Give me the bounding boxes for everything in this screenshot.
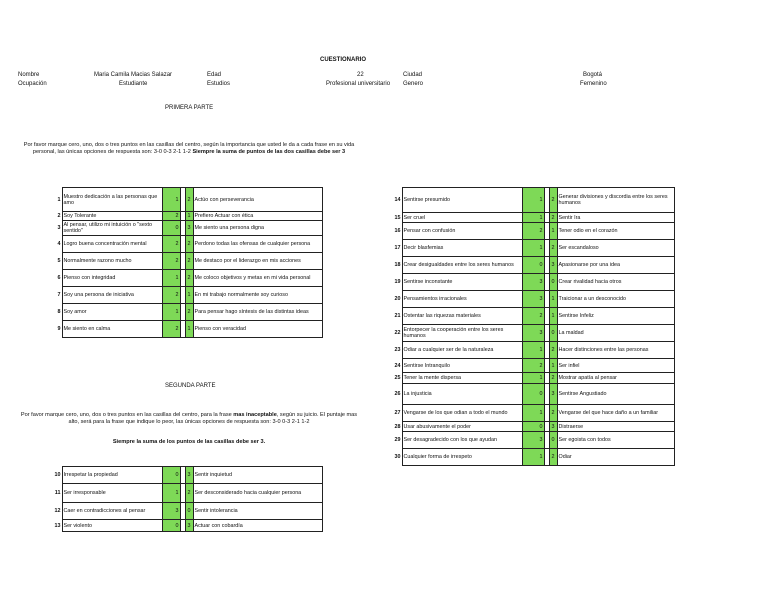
left-score-cell[interactable]: 1	[522, 188, 544, 213]
question-number: 20	[394, 296, 401, 302]
right-statement: Generar divisiones y discordia entre los seres humanos	[557, 188, 674, 213]
right-score-cell[interactable]: 2	[185, 304, 193, 321]
right-statement: Odiar	[557, 449, 674, 466]
question-number: 11	[54, 490, 61, 496]
right-score-cell[interactable]: 2	[549, 342, 557, 359]
question-row	[392, 223, 674, 240]
right-statement: Actuar con cobardía	[193, 520, 322, 532]
right-score-cell[interactable]: 0	[185, 503, 193, 520]
left-score-cell[interactable]: 1	[522, 449, 544, 466]
right-statement: Sentirse Infeliz	[557, 308, 674, 325]
question-number: 17	[394, 245, 401, 251]
left-score-cell[interactable]: 3	[522, 432, 544, 449]
left-statement: Entorpecer la cooperación entre los seres humanos	[402, 325, 522, 342]
question-number: 21	[394, 313, 401, 319]
right-statement: Me siento una persona digna	[193, 221, 322, 236]
left-score-cell[interactable]: 1	[522, 373, 544, 384]
left-score-cell[interactable]: 1	[522, 240, 544, 257]
question-number: 26	[394, 391, 401, 397]
ciudad-label: Ciudad	[403, 72, 423, 78]
left-score-cell[interactable]: 2	[522, 223, 544, 240]
question-row	[52, 236, 322, 253]
right-statement: Crear rivalidad hacia otros	[557, 274, 674, 291]
question-row	[52, 270, 322, 287]
left-score-cell[interactable]: 1	[522, 405, 544, 422]
left-statement: Muestro dedicación a las personas que amo	[62, 188, 162, 212]
question-number: 10	[54, 472, 61, 478]
part2-table-right	[392, 187, 675, 466]
question-number: 15	[394, 214, 401, 221]
ciudad-value: Bogotá	[583, 72, 603, 78]
nombre-label: Nombre	[18, 72, 40, 78]
left-score-cell[interactable]: 1	[522, 213, 544, 223]
left-statement: Sentirse Intranquilo	[402, 359, 522, 373]
right-score-cell[interactable]: 0	[549, 325, 557, 342]
nombre-value: Maria Camila Macias Salazar	[94, 72, 173, 78]
right-statement: Sentir intolerancia	[193, 503, 322, 520]
question-row	[392, 342, 674, 359]
right-statement: Tener odio en el corazón	[557, 223, 674, 240]
left-score-cell[interactable]: 1	[522, 342, 544, 359]
question-row	[392, 325, 674, 342]
question-row	[392, 274, 674, 291]
right-statement: Sentir inquietud	[193, 467, 322, 484]
right-statement: Ser desconsiderado hacia cualquier persona	[193, 484, 322, 503]
part1-table	[52, 187, 323, 338]
left-score-cell[interactable]: 1	[162, 188, 180, 212]
question-row	[52, 287, 322, 304]
right-statement: Para pensar hago síntesis de las distintas ideas	[193, 304, 322, 321]
genero-value: Femenino	[580, 81, 607, 87]
left-statement: Ser violento	[62, 520, 162, 532]
question-number: 12	[54, 508, 61, 514]
left-statement: Caer en contradicciones al pensar	[62, 503, 162, 520]
question-number: 16	[394, 228, 401, 234]
question-row	[392, 213, 674, 223]
left-score-cell[interactable]: 2	[162, 321, 180, 338]
right-score-cell[interactable]: 0	[549, 432, 557, 449]
question-number: 25	[394, 375, 401, 381]
right-score-cell[interactable]: 2	[185, 270, 193, 287]
right-score-cell[interactable]: 1	[549, 359, 557, 373]
question-row	[392, 422, 674, 432]
question-number: 13	[54, 522, 61, 529]
question-row	[392, 384, 674, 405]
question-number: 8	[57, 309, 61, 315]
question-number: 2	[57, 213, 61, 219]
left-score-cell[interactable]: 0	[522, 257, 544, 274]
page-title: CUESTIONARIO	[320, 57, 367, 63]
right-statement: Ser infiel	[557, 359, 674, 373]
left-score-cell[interactable]: 2	[162, 253, 180, 270]
left-statement: Usar abusivamente el poder	[402, 422, 522, 432]
left-statement: Al pensar, utilizo mi intuición o "sexto sentido"	[62, 221, 162, 236]
question-number: 7	[57, 292, 61, 298]
right-score-cell[interactable]: 2	[549, 240, 557, 257]
right-score-cell[interactable]: 1	[549, 223, 557, 240]
left-statement: Cualquier forma de irrespeto	[402, 449, 522, 466]
question-number: 23	[394, 347, 401, 353]
left-score-cell[interactable]: 3	[522, 325, 544, 342]
left-score-cell[interactable]: 1	[162, 304, 180, 321]
right-score-cell[interactable]: 2	[549, 188, 557, 213]
question-number: 24	[394, 362, 401, 369]
question-number: 27	[394, 410, 401, 416]
question-row	[52, 188, 322, 212]
right-statement: Vengarse del que hace daño a un familiar	[557, 405, 674, 422]
estudios-value: Profesional universitario	[326, 81, 391, 87]
left-score-cell[interactable]: 3	[162, 503, 180, 520]
question-number: 22	[394, 330, 401, 336]
left-statement: Pensar con confusión	[402, 223, 522, 240]
left-score-cell[interactable]: 2	[162, 236, 180, 253]
right-score-cell[interactable]: 2	[185, 253, 193, 270]
left-statement: Tener la mente dispersa	[402, 373, 522, 384]
right-score-cell[interactable]: 1	[185, 287, 193, 304]
question-row	[52, 321, 322, 338]
question-row	[392, 359, 674, 373]
right-score-cell[interactable]: 2	[549, 449, 557, 466]
question-row	[52, 467, 322, 484]
right-statement: Me destaco por el liderazgo en mis acciones	[193, 253, 322, 270]
question-row	[392, 188, 674, 213]
left-score-cell[interactable]: 2	[522, 359, 544, 373]
right-score-cell[interactable]: 1	[185, 212, 193, 221]
left-statement: Ostentar las riquezas materiales	[402, 308, 522, 325]
left-score-cell[interactable]: 2	[162, 287, 180, 304]
part1-heading: PRIMERA PARTE	[165, 105, 214, 111]
ocupacion-value: Estudiante	[119, 81, 148, 87]
part2-heading: SEGUNDA PARTE	[165, 383, 216, 389]
right-statement: Ser egoista con todos	[557, 432, 674, 449]
right-score-cell[interactable]: 3	[185, 467, 193, 484]
left-statement: Sentirse inconstante	[402, 274, 522, 291]
left-score-cell[interactable]: 0	[522, 422, 544, 432]
left-statement: Vengarse de los que odian a todo el mundo	[402, 405, 522, 422]
left-statement: La injusticia	[402, 384, 522, 405]
left-score-cell[interactable]: 2	[522, 308, 544, 325]
right-statement: Sentirse Angustiado	[557, 384, 674, 405]
right-statement: Mostrar apatía al pensar	[557, 373, 674, 384]
question-row	[392, 240, 674, 257]
left-statement: Ser irresponsable	[62, 484, 162, 503]
right-score-cell[interactable]: 3	[185, 520, 193, 532]
question-number: 5	[57, 258, 61, 264]
left-statement: Soy Tolerante	[62, 212, 162, 221]
left-statement: Odiar a cualquier ser de la naturaleza	[402, 342, 522, 359]
left-statement: Normalmente razono mucho	[62, 253, 162, 270]
right-score-cell[interactable]: 2	[185, 188, 193, 212]
right-statement: Pienso con veracidad	[193, 321, 322, 338]
right-score-cell[interactable]: 2	[549, 405, 557, 422]
question-number: 18	[394, 262, 401, 268]
estudios-label: Estudios	[207, 81, 231, 87]
question-row	[392, 257, 674, 274]
part2-instruction: Por favor marque cero, uno, dos o tres puntos en las casillas del centro, para la frase mas inaceptable, según su juicio. El puntaje mas alto, será para la frase que indique lo peor, las únicas opciones de respuesta son: 3-0 0-3 2-1 1-2	[20, 412, 358, 425]
left-statement: Ser desagradecido con los que ayudan	[402, 432, 522, 449]
question-row	[52, 212, 322, 221]
part2-instruction-sum: Siempre la suma de los puntos de las casillas debe ser 3.	[112, 439, 266, 445]
question-number: 30	[394, 454, 401, 460]
question-number: 4	[57, 241, 61, 247]
right-statement: La maldad	[557, 325, 674, 342]
question-number: 19	[394, 279, 401, 285]
right-score-cell[interactable]: 3	[549, 384, 557, 405]
question-number: 6	[57, 275, 61, 281]
left-score-cell[interactable]: 1	[162, 484, 180, 503]
edad-label: Edad	[207, 72, 222, 78]
question-row	[392, 373, 674, 384]
left-statement: Pienso con integridad	[62, 270, 162, 287]
right-score-cell[interactable]: 3	[185, 221, 193, 236]
question-row	[392, 291, 674, 308]
right-score-cell[interactable]: 1	[185, 321, 193, 338]
right-statement: Prefiero Actuar con ética	[193, 212, 322, 221]
right-score-cell[interactable]: 2	[185, 236, 193, 253]
question-row	[392, 449, 674, 466]
left-statement: Me siento en calma	[62, 321, 162, 338]
right-score-cell[interactable]: 2	[549, 213, 557, 223]
question-row	[52, 520, 322, 532]
part1-instruction: Por favor marque cero, uno, dos o tres puntos en las casillas del centro, según la importancia que usted le da a cada frase en su vida personal, las únicas opciones de respuesta son: 3-0 0-3 2-1 1-2 Siempre la suma de puntos de las dos casillas debe ser 3	[23, 142, 355, 155]
question-row	[392, 432, 674, 449]
right-score-cell[interactable]: 3	[549, 257, 557, 274]
left-score-cell[interactable]: 0	[162, 221, 180, 236]
question-number: 9	[57, 326, 61, 332]
left-statement: Ser cruel	[402, 213, 522, 223]
left-statement: Pensamientos irracionales	[402, 291, 522, 308]
right-statement: Actúo con perseverancia	[193, 188, 322, 212]
part2-table	[52, 466, 323, 532]
question-number: 14	[394, 197, 401, 203]
right-score-cell[interactable]: 2	[549, 373, 557, 384]
right-score-cell[interactable]: 0	[549, 274, 557, 291]
left-score-cell[interactable]: 2	[162, 212, 180, 221]
right-statement: Perdono todas las ofensas de cualquier persona	[193, 236, 322, 253]
right-statement: Sentir Ira	[557, 213, 674, 223]
left-statement: Irrespetar la propiedad	[62, 467, 162, 484]
question-row	[392, 405, 674, 422]
right-statement: Me coloco objetivos y metas en mi vida personal	[193, 270, 322, 287]
question-row	[52, 484, 322, 503]
right-score-cell[interactable]: 2	[185, 484, 193, 503]
left-statement: Soy una persona de iniciativa	[62, 287, 162, 304]
question-row	[52, 503, 322, 520]
question-number: 28	[394, 423, 401, 430]
question-row	[52, 221, 322, 236]
question-number: 1	[57, 196, 61, 203]
left-statement: Decir blasfemias	[402, 240, 522, 257]
left-statement: Logro buena concentración mental	[62, 236, 162, 253]
left-score-cell[interactable]: 0	[162, 467, 180, 484]
question-number: 3	[57, 225, 61, 231]
right-score-cell[interactable]: 1	[549, 291, 557, 308]
question-row	[392, 308, 674, 325]
left-score-cell[interactable]: 1	[162, 270, 180, 287]
right-statement: Hacer distinciones entre las personas	[557, 342, 674, 359]
right-score-cell[interactable]: 3	[549, 422, 557, 432]
edad-value: 22	[357, 72, 364, 78]
right-statement: Traicionar a un desconocido	[557, 291, 674, 308]
right-statement: Distraerse	[557, 422, 674, 432]
ocupacion-label: Ocupación	[18, 81, 47, 87]
left-statement: Soy amor	[62, 304, 162, 321]
right-statement: Apasionarse por una idea	[557, 257, 674, 274]
left-statement: Crear desigualdades entre los seres humanos	[402, 257, 522, 274]
left-statement: Sentirse presumido	[402, 188, 522, 213]
question-row	[52, 304, 322, 321]
left-score-cell[interactable]: 3	[522, 274, 544, 291]
left-score-cell[interactable]: 3	[522, 291, 544, 308]
question-row	[52, 253, 322, 270]
right-statement: Ser escandaloso	[557, 240, 674, 257]
left-score-cell[interactable]: 0	[522, 384, 544, 405]
right-score-cell[interactable]: 1	[549, 308, 557, 325]
left-score-cell[interactable]: 0	[162, 520, 180, 532]
right-statement: En mi trabajo normalmente soy curioso	[193, 287, 322, 304]
question-number: 29	[394, 437, 401, 443]
genero-label: Genero	[403, 81, 424, 87]
